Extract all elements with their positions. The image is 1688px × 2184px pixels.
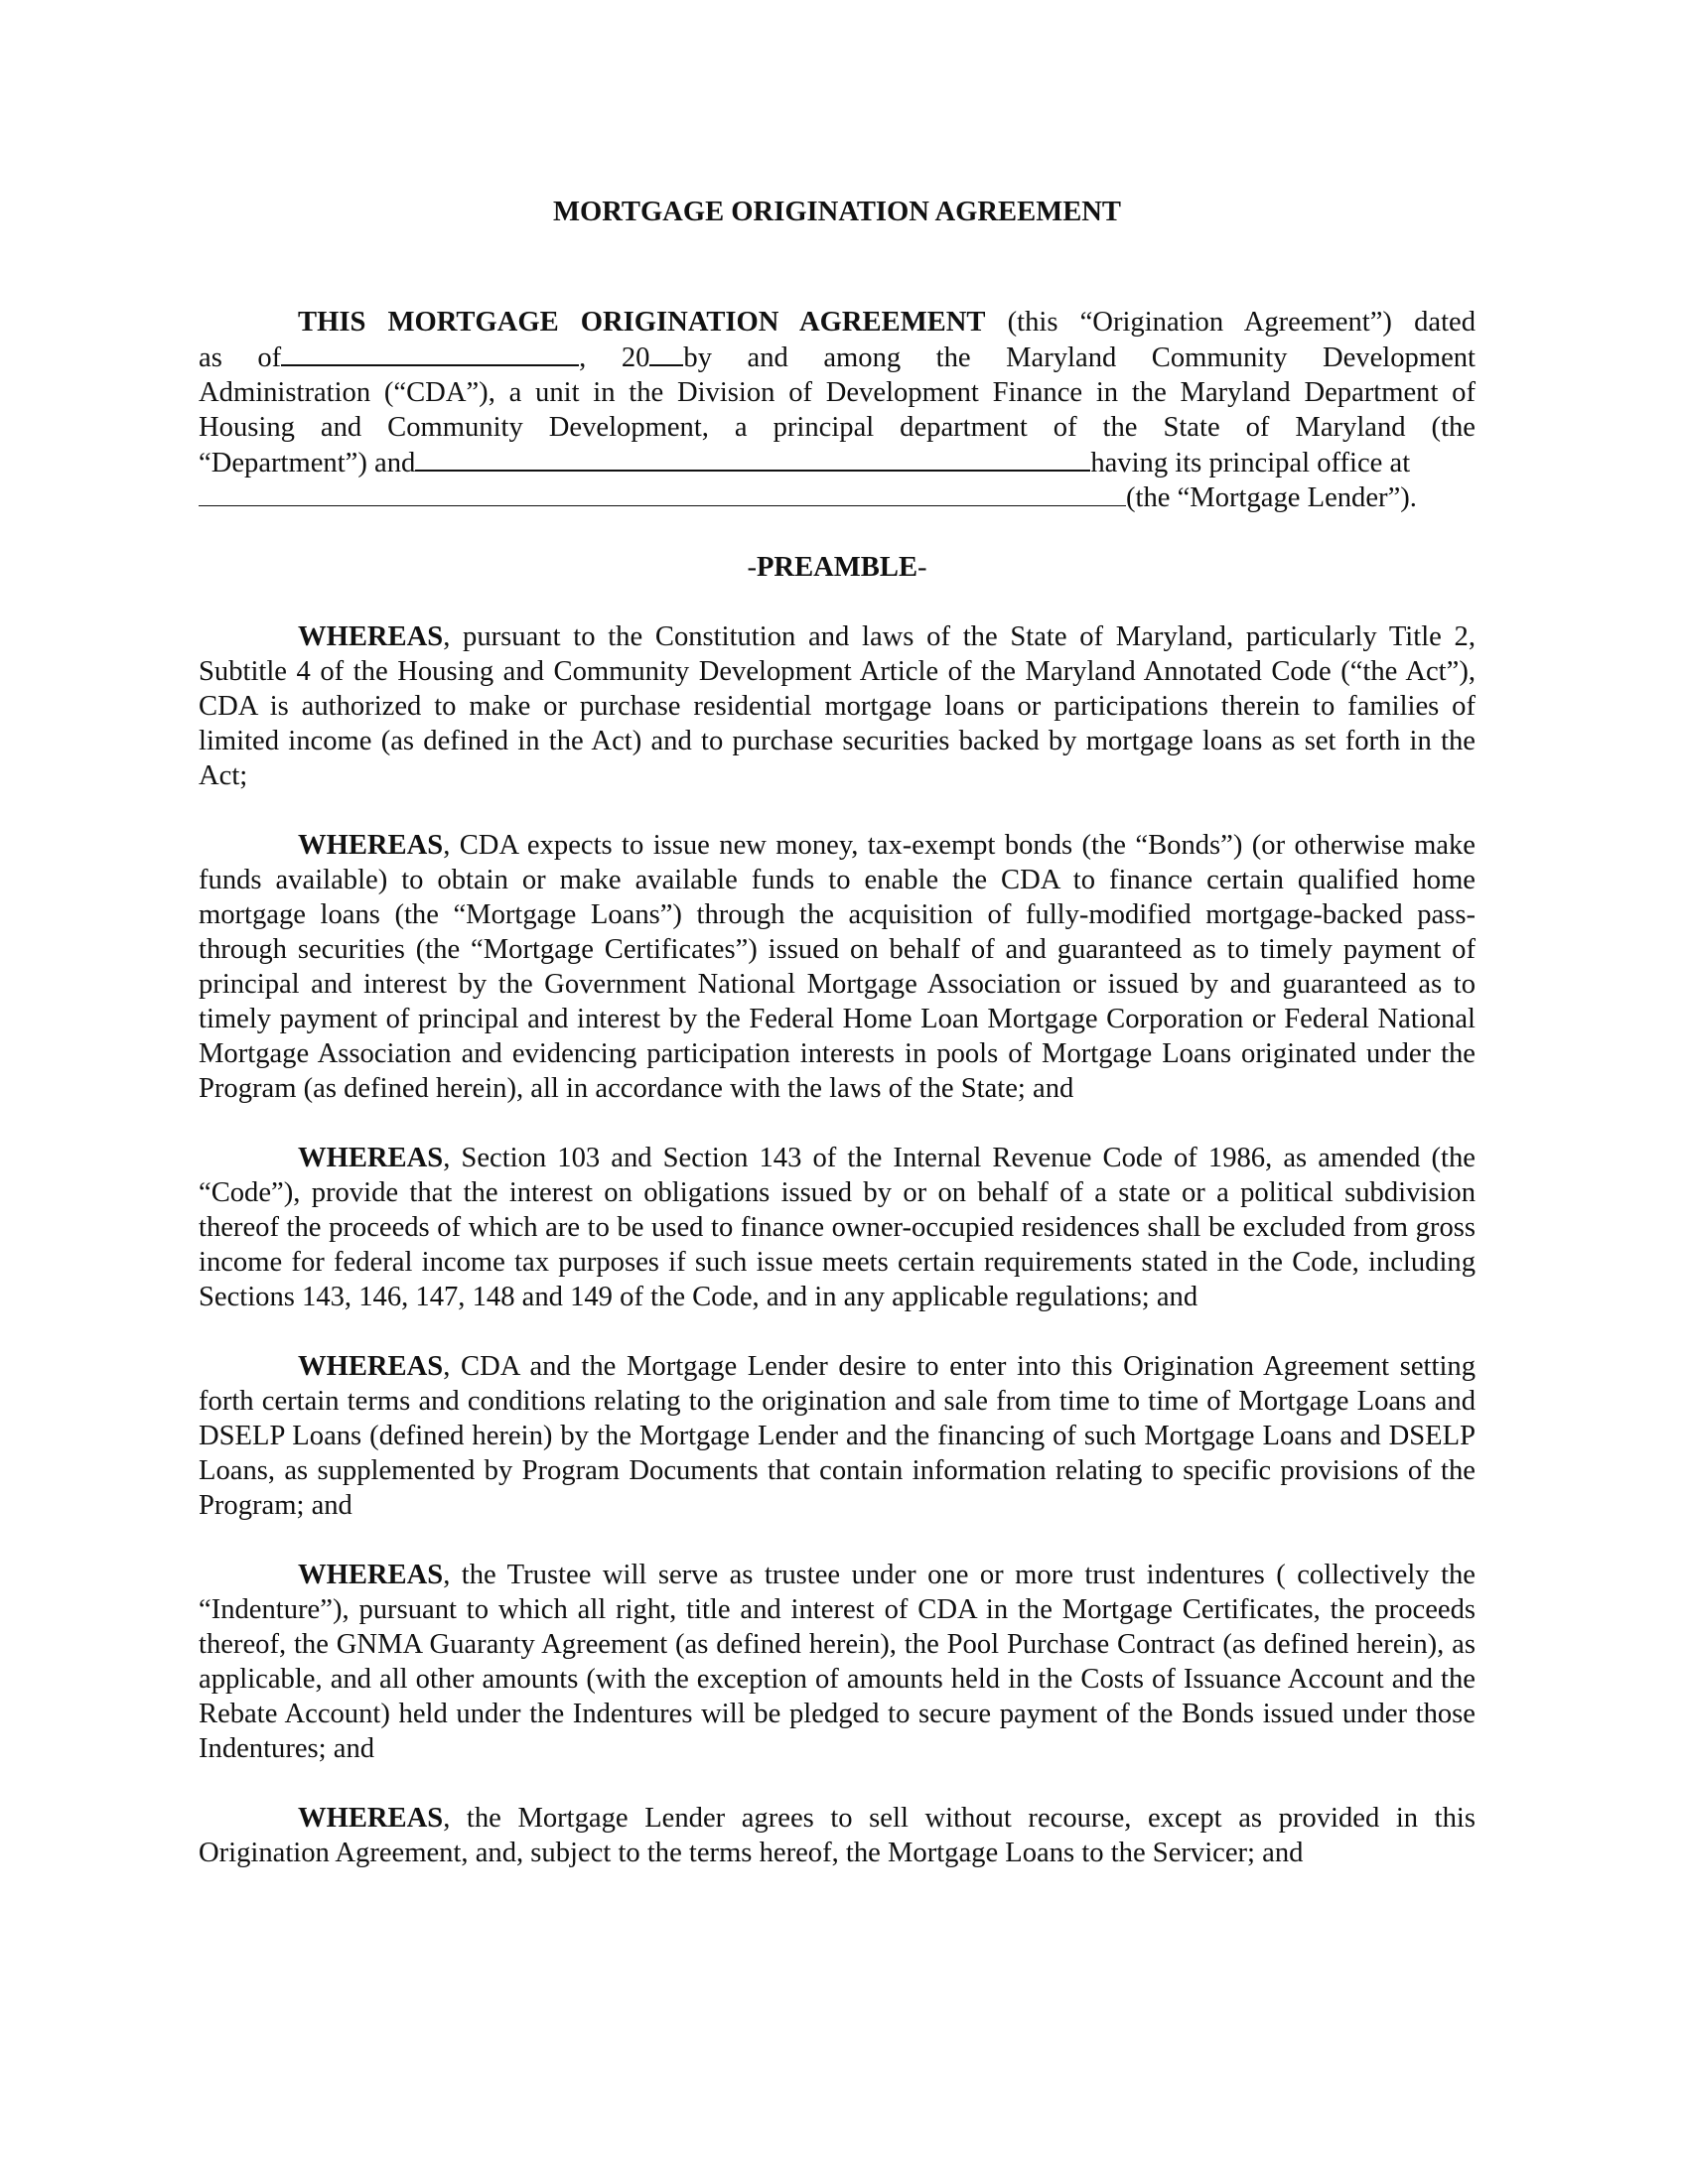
intro-line-2 bbox=[199, 340, 1476, 375]
intro-year-prefix: , 20 bbox=[579, 342, 650, 373]
whereas-text: , CDA and the Mortgage Lender desire to enter into this Origination Agreement setting forth certain terms and conditions relating to the origination and sale from time to time of Mortgage Loans and DSELP Loans (defined herein) by the Mortgage Lender and the financing of such Mortgage Loans and DSELP Loans, as supplemented by Program Documents that contain information relating to specific provisions of the Program; and bbox=[199, 1351, 1476, 1521]
document-page bbox=[199, 195, 1476, 1905]
whereas-label: WHEREAS bbox=[298, 621, 444, 652]
intro-line-6 bbox=[199, 480, 1476, 515]
whereas-text: , the Mortgage Lender agrees to sell without recourse, except as provided in this Origination Agreement, and, subject to the terms hereof, the Mortgage Loans to the Servicer; and bbox=[199, 1803, 1476, 1868]
whereas-paragraph-4 bbox=[199, 1349, 1476, 1523]
whereas-label: WHEREAS bbox=[298, 1143, 444, 1173]
document-title: MORTGAGE ORIGINATION AGREEMENT bbox=[553, 197, 1121, 227]
intro-paragraph bbox=[199, 305, 1476, 515]
intro-as-of: as of bbox=[199, 342, 282, 373]
whereas-label: WHEREAS bbox=[298, 1803, 444, 1834]
intro-department: “Department”) and bbox=[199, 448, 416, 478]
whereas-paragraph-3 bbox=[199, 1141, 1476, 1314]
whereas-paragraph-5 bbox=[199, 1558, 1476, 1766]
date-blank[interactable] bbox=[281, 340, 579, 366]
whereas-text: , CDA expects to issue new money, tax-exempt bonds (the “Bonds”) (or otherwise make funds available) to obtain or make available funds to enable the CDA to finance certain qualified home mortgage loans (the “Mortgage Loans”) through the acquisition of fully-modified mortgage-backed pass-through securities (the “Mortgage Certificates”) issued on behalf of and guaranteed as to timely payment of principal and interest by the Government National Mortgage Association or issued by and guaranteed as to timely payment of principal and interest by the Federal Home Loan Mortgage Corporation or Federal National Mortgage Association and evidencing participation interests in pools of Mortgage Loans originated under the Program (as defined herein), all in accordance with the laws of the State; and bbox=[199, 830, 1476, 1104]
intro-line-4: Housing and Community Development, a principal department of the State of Maryland (the bbox=[199, 412, 1476, 443]
year-blank[interactable] bbox=[649, 340, 683, 366]
intro-line-3: Administration (“CDA”), a unit in the Division of Development Finance in the Maryland Department of bbox=[199, 377, 1476, 408]
intro-mortgage-lender: (the “Mortgage Lender”). bbox=[1126, 482, 1417, 513]
preamble-heading: -PREAMBLE- bbox=[747, 552, 927, 583]
whereas-text: , Section 103 and Section 143 of the Internal Revenue Code of 1986, as amended (the “Code”), provide that the interest on obligations issued by or on behalf of a state or a political subdivision thereof the proceeds of which are to be used to finance owner-occupied residences shall be excluded from gross income for federal income tax purposes if such issue meets certain requirements stated in the Code, including Sections 143, 146, 147, 148 and 149 of the Code, and in any applicable regulations; and bbox=[199, 1143, 1476, 1312]
lender-name-blank[interactable] bbox=[415, 445, 1090, 472]
lender-address-blank[interactable] bbox=[199, 480, 1126, 506]
whereas-text: , the Trustee will serve as trustee under one or more trust indentures ( collectively the “Indenture”), pursuant to which all right, title and interest of CDA in the Mortgage Certificates, the proceeds thereof, the GNMA Guaranty Agreement (as defined herein), the Pool Purchase Contract (as defined herein), as applicable, and all other amounts (with the exception of amounts held in the Costs of Issuance Account and the Rebate Account) held under the Indentures will be pledged to secure payment of the Bonds issued under those Indentures; and bbox=[199, 1560, 1476, 1764]
whereas-paragraph-1 bbox=[199, 619, 1476, 793]
intro-principal-office: having its principal office at bbox=[1090, 448, 1411, 478]
intro-lead-bold: THIS MORTGAGE ORIGINATION AGREEMENT bbox=[298, 307, 986, 338]
whereas-label: WHEREAS bbox=[298, 1560, 444, 1590]
intro-line-1-rest: (this “Origination Agreement”) dated bbox=[985, 307, 1477, 338]
intro-line-1 bbox=[199, 305, 1476, 340]
whereas-text: , pursuant to the Constitution and laws of the State of Maryland, particularly Title 2, Subtitle 4 of the Housing and Community Development Article of the Maryland Annotated Code (“the Act”), CDA is authorized to make or purchase residential mortgage loans or participations therein to families of limited income (as defined in the Act) and to purchase securities backed by mortgage loans as set forth in the Act; bbox=[199, 621, 1476, 791]
whereas-paragraph-2 bbox=[199, 828, 1476, 1106]
whereas-label: WHEREAS bbox=[298, 830, 444, 861]
whereas-paragraph-6 bbox=[199, 1801, 1476, 1870]
intro-line-2-rest: by and among the Maryland Community Development bbox=[683, 342, 1476, 373]
intro-line-5 bbox=[199, 445, 1476, 480]
whereas-label: WHEREAS bbox=[298, 1351, 444, 1382]
